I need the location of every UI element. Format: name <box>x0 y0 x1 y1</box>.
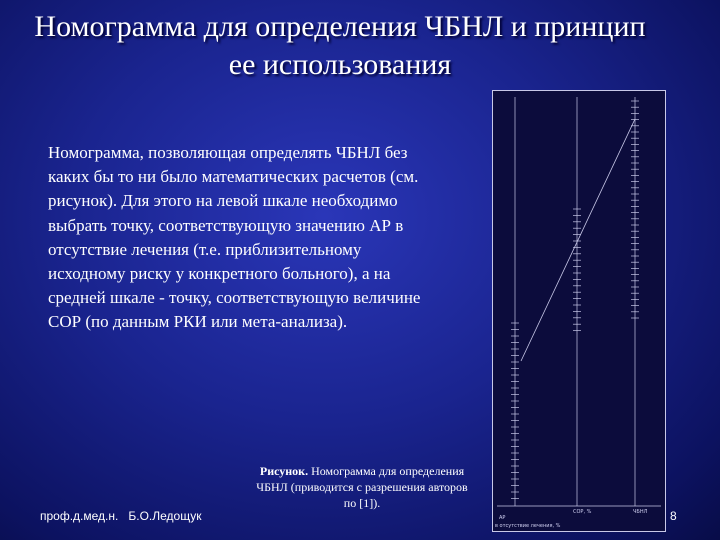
caption-bold: Рисунок. <box>259 464 309 478</box>
middle-axis-label: СОР, % <box>573 509 592 515</box>
left-axis-label: АР <box>499 515 506 521</box>
left-axis-sublabel: в отсутствие лечения, % <box>495 523 561 529</box>
connecting-line <box>521 119 635 361</box>
nomogram-figure <box>492 90 666 532</box>
caption-text: Номограмма для определения ЧБНЛ (приводится с разрешения авторов по [1]). <box>256 464 468 510</box>
figure-caption <box>252 463 472 511</box>
page-number: 8 <box>670 509 677 523</box>
right-axis-label: ЧБНЛ <box>633 509 648 515</box>
footer-name: Б.О.Ледощук <box>128 509 202 523</box>
slide-title: Номограмма для определения ЧБНЛ и принцип ее использования <box>34 10 646 81</box>
footer-author <box>40 509 201 523</box>
footer-degree: проф.д.мед.н. <box>40 509 119 523</box>
slide-body-text: Номограмма, позволяющая определять ЧБНЛ без каких бы то ни было математических расчетов (см. рисунок). Для этого на левой шкале необходимо выбрать точку, соответствующую значению АР в отсутствие лечения (т.е. приблизительному исходному риску у конкретного больного), а на средней шкале - точку, соответствующую величине СОР (по данным РКИ или мета-анализа). <box>48 143 421 332</box>
